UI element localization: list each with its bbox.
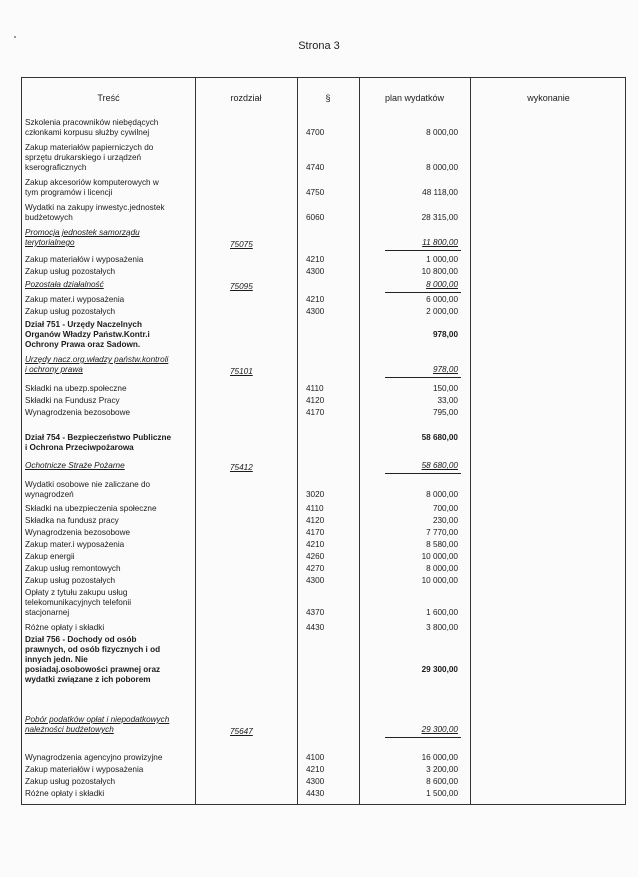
row-plan-amount: 29 300,00 — [421, 665, 458, 674]
row-description: Zakup materiałów i wyposażenia — [25, 255, 144, 264]
row-plan-amount: 1 500,00 — [426, 789, 458, 798]
row-plan-amount: 10 000,00 — [421, 552, 458, 561]
row-plan-amount: 58 680,00 — [421, 433, 458, 442]
row-description: Składka na fundusz pracy — [25, 516, 119, 525]
row-paragraf: 4210 — [306, 765, 325, 774]
row-paragraf: 4120 — [306, 396, 325, 405]
row-paragraf: 4170 — [306, 408, 325, 417]
row-description: Dział 751 - Urzędy Naczelnych Organów Władzy Państw.Kontr.i Ochrony Prawa oraz Sadown. — [25, 320, 150, 349]
row-rozdzial: 75101 — [230, 367, 253, 376]
budget-table — [21, 77, 626, 805]
page-title: Strona 3 — [298, 40, 340, 52]
row-plan-amount: 3 200,00 — [426, 765, 458, 774]
row-description: Wynagrodzenia agencyjno prowizyjne — [25, 753, 163, 762]
subtotal-rule — [385, 292, 461, 293]
row-description: Składki na Fundusz Pracy — [25, 396, 120, 405]
row-description: Szkolenia pracowników niebędących członkami korpusu służby cywilnej — [25, 118, 159, 137]
row-paragraf: 4750 — [306, 188, 325, 197]
column-divider — [359, 78, 360, 804]
row-description: Zakup usług pozostałych — [25, 307, 116, 316]
column-divider — [195, 78, 196, 804]
row-paragraf: 4210 — [306, 540, 325, 549]
row-plan-amount: 8 580,00 — [426, 540, 458, 549]
row-plan-amount: 150,00 — [432, 384, 458, 393]
header-wykonanie: wykonanie — [527, 93, 570, 103]
row-description: Różne opłaty i składki — [25, 789, 105, 798]
row-description: Dział 756 - Dochody od osób prawnych, od osób fizycznych i od innych jedn. Nie posiadaj.osobowości prawnej oraz wydatki związane z ich poborem — [25, 635, 161, 684]
row-plan-amount: 978,00 — [432, 330, 458, 339]
row-plan-amount: 10 000,00 — [421, 576, 458, 585]
subtotal-rule — [385, 737, 461, 738]
row-paragraf: 4210 — [306, 295, 325, 304]
row-plan-amount: 978,00 — [432, 365, 458, 374]
row-description: Urzędy nacz.org.władzy państw.kontroli i ochrony prawa — [25, 355, 169, 374]
subtotal-rule — [385, 473, 461, 474]
row-paragraf: 4300 — [306, 307, 325, 316]
row-plan-amount: 8 000,00 — [426, 280, 458, 289]
row-plan-amount: 8 000,00 — [426, 128, 458, 137]
row-paragraf: 6060 — [306, 213, 325, 222]
row-plan-amount: 8 600,00 — [426, 777, 458, 786]
row-paragraf: 4300 — [306, 267, 325, 276]
row-plan-amount: 48 118,00 — [422, 188, 458, 197]
row-paragraf: 4210 — [306, 255, 325, 264]
row-paragraf: 4110 — [306, 504, 324, 513]
row-description: Zakup akcesoriów komputerowych w tym programów i licencji — [25, 178, 159, 197]
subtotal-rule — [385, 377, 461, 378]
row-paragraf: 4430 — [306, 789, 325, 798]
header-paragraf: § — [325, 93, 331, 103]
row-description: Pobór podatków opłat i niepodatkowych należności budżetowych — [25, 715, 170, 734]
row-plan-amount: 33,00 — [437, 396, 458, 405]
row-plan-amount: 2 000,00 — [426, 307, 458, 316]
row-paragraf: 4300 — [306, 576, 325, 585]
row-description: Wynagrodzenia bezosobowe — [25, 408, 131, 417]
row-description: Różne opłaty i składki — [25, 623, 105, 632]
row-plan-amount: 29 300,00 — [421, 725, 458, 734]
row-paragraf: 4430 — [306, 623, 325, 632]
row-plan-amount: 8 000,00 — [426, 564, 458, 573]
row-paragraf: 4100 — [306, 753, 325, 762]
row-plan-amount: 8 000,00 — [426, 490, 458, 499]
row-rozdzial: 75412 — [230, 463, 253, 472]
scan-speck — [14, 36, 16, 38]
row-plan-amount: 230,00 — [432, 516, 458, 525]
header-plan: plan wydatków — [384, 93, 445, 103]
row-description: Składki na ubezp.społeczne — [25, 384, 127, 393]
row-plan-amount: 8 000,00 — [426, 163, 458, 172]
row-description: Wynagrodzenia bezosobowe — [25, 528, 131, 537]
row-paragraf: 4300 — [306, 777, 325, 786]
header-tresc: Treść — [97, 93, 120, 103]
row-paragraf: 4110 — [306, 384, 324, 393]
row-description: Opłaty z tytułu zakupu usług telekomunikacyjnych telefonii stacjonarnej — [25, 588, 132, 617]
row-description: Zakup energii — [25, 552, 75, 561]
row-description: Pozostała działalność — [25, 280, 104, 289]
row-plan-amount: 58 680,00 — [421, 461, 458, 470]
row-plan-amount: 10 800,00 — [421, 267, 458, 276]
row-plan-amount: 16 000,00 — [421, 753, 458, 762]
row-description: Zakup mater.i wyposażenia — [25, 295, 125, 304]
row-plan-amount: 1 600,00 — [426, 608, 458, 617]
row-description: Zakup materiałów papierniczych do sprzętu drukarskiego i urządzeń kserograficznych — [25, 143, 154, 172]
row-plan-amount: 11 800,00 — [422, 238, 458, 247]
row-paragraf: 4120 — [306, 516, 325, 525]
row-description: Dział 754 - Bezpieczeństwo Publiczne i Ochrona Przeciwpożarowa — [25, 433, 172, 452]
row-description: Zakup mater.i wyposażenia — [25, 540, 125, 549]
row-paragraf: 4260 — [306, 552, 325, 561]
row-description: Zakup usług pozostałych — [25, 777, 116, 786]
row-paragraf: 4740 — [306, 163, 325, 172]
row-description: Wydatki osobowe nie zaliczane do wynagrodzeń — [25, 480, 151, 499]
row-description: Zakup materiałów i wyposażenia — [25, 765, 144, 774]
row-rozdzial: 75075 — [230, 240, 253, 249]
row-plan-amount: 7 770,00 — [426, 528, 458, 537]
column-divider — [297, 78, 298, 804]
row-description: Zakup usług pozostałych — [25, 576, 116, 585]
row-paragraf: 4370 — [306, 608, 325, 617]
row-description: Ochotnicze Straże Pożarne — [25, 461, 125, 470]
row-description: Zakup usług remontowych — [25, 564, 121, 573]
row-plan-amount: 795,00 — [432, 408, 458, 417]
row-plan-amount: 3 800,00 — [426, 623, 458, 632]
row-plan-amount: 6 000,00 — [426, 295, 458, 304]
subtotal-rule — [385, 250, 461, 251]
row-plan-amount: 28 315,00 — [421, 213, 458, 222]
row-rozdzial: 75647 — [230, 727, 253, 736]
row-paragraf: 3020 — [306, 490, 325, 499]
row-paragraf: 4270 — [306, 564, 325, 573]
row-description: Wydatki na zakupy inwestyc.jednostek budżetowych — [25, 203, 165, 222]
column-divider — [470, 78, 471, 804]
row-description: Zakup usług pozostałych — [25, 267, 116, 276]
row-plan-amount: 700,00 — [432, 504, 458, 513]
row-description: Składki na ubezpieczenia społeczne — [25, 504, 157, 513]
row-rozdzial: 75095 — [230, 282, 253, 291]
row-description: Promocja jednostek samorządu terytorialnego — [25, 228, 140, 247]
row-plan-amount: 1 000,00 — [426, 255, 458, 264]
header-rozdzial: rozdział — [230, 93, 262, 103]
row-paragraf: 4700 — [306, 128, 325, 137]
row-paragraf: 4170 — [306, 528, 325, 537]
